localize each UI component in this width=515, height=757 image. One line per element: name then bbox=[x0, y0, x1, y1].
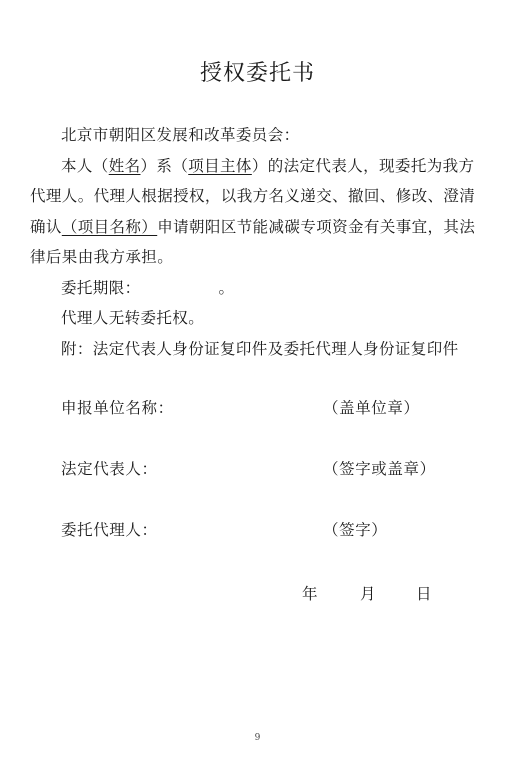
date-month: 月 bbox=[360, 585, 376, 603]
legal-rep-label: 法定代表人： bbox=[61, 460, 158, 478]
text-segment: 本人（ bbox=[61, 156, 109, 175]
document-title: 授权委托书 bbox=[199, 61, 315, 86]
text-segment: 确认 bbox=[30, 217, 62, 236]
entity-field: 项目主体 bbox=[188, 156, 252, 175]
letter-body bbox=[30, 120, 490, 364]
term-label: 委托期限： bbox=[61, 278, 141, 297]
name-field: 姓名 bbox=[108, 156, 141, 175]
paragraph-line-4: 律后果由我方承担。 bbox=[30, 248, 174, 266]
term-end-mark: 。 bbox=[218, 278, 235, 297]
text-segment: ）的法定代表人，现委托为我方 bbox=[251, 156, 475, 175]
text-segment: ）系（ bbox=[140, 156, 189, 175]
text-segment: 申请朝阳区节能减碳专项资金有关事宜，其法 bbox=[157, 217, 476, 236]
agent-label: 委托代理人： bbox=[61, 521, 158, 539]
page-number: 9 bbox=[254, 733, 261, 743]
no-subdelegation-line: 代理人无转委托权。 bbox=[61, 309, 205, 327]
unit-seal-note: （盖单位章） bbox=[323, 399, 420, 417]
agent-note: （签字） bbox=[323, 521, 388, 539]
legal-rep-note: （签字或盖章） bbox=[323, 460, 436, 478]
attachment-line: 附：法定代表人身份证复印件及委托代理人身份证复印件 bbox=[61, 339, 459, 358]
paragraph-line-1 bbox=[30, 151, 490, 182]
date-year: 年 bbox=[302, 585, 318, 603]
paragraph-line-2: 代理人。代理人根据授权，以我方名义递交、撤回、修改、澄清 bbox=[30, 187, 476, 205]
project-name-field: （项目名称） bbox=[61, 217, 158, 236]
unit-name-label: 申报单位名称： bbox=[61, 399, 174, 417]
addressee: 北京市朝阳区发展和改革委员会： bbox=[61, 126, 300, 144]
date-day: 日 bbox=[416, 585, 432, 603]
term-line bbox=[30, 273, 490, 304]
paragraph-line-3 bbox=[30, 212, 490, 243]
